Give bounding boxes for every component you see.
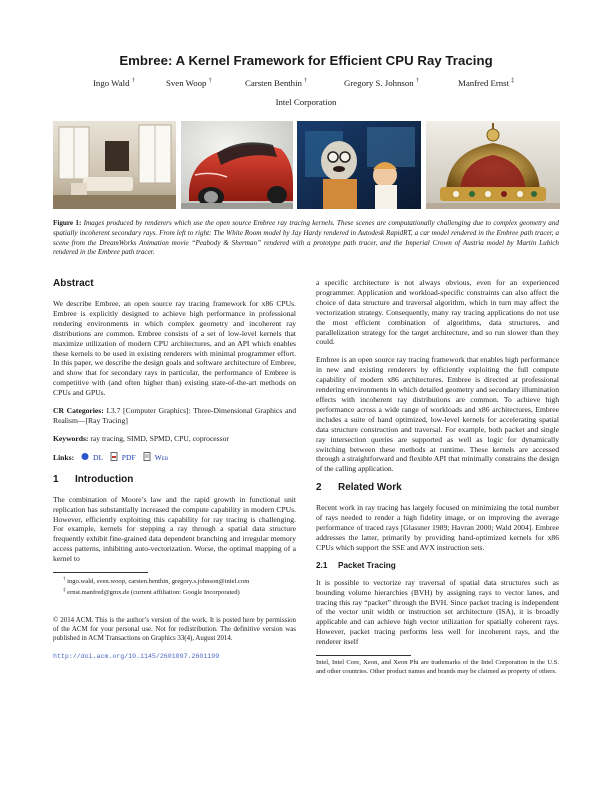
pdf-link[interactable]: PDF bbox=[121, 452, 136, 462]
packet-tracing-heading: 2.1 Packet Tracing bbox=[316, 560, 396, 570]
peabody-sherman-image bbox=[297, 121, 421, 209]
abstract-heading: Abstract bbox=[53, 278, 94, 289]
trademark-notice: Intel, Intel Core, Xeon, and Xeon Phi are trademarks of the Intel Corporation in the U.S. and other countries. Other product names and brands may be claimed as property of others. bbox=[316, 659, 559, 675]
embree-overview-text: Embree is an open source ray tracing framework that enables high performance in new and existing renderers by efficiently exploiting the full compute capability of modern x86 architectures. Embree is directed at professional rendering environments in which detailed geometry and secondary illumination effects with incoherent ray distributions are common. To achieve high performance across a wide range of workloads and x86 architectures, Embree includes a suite of hand optimized, low-level kernels for accelerating spatial data structure construction and traversal. For example, both packet and single ray intersection queries are supported as well as logic for dynamically switching between these methods at runtime. These kernels are accessed through a straightforward and flexible API that minimally constrains the design of the calling application. bbox=[316, 355, 559, 474]
web-link[interactable]: Web bbox=[154, 452, 169, 462]
author-list bbox=[0, 78, 612, 92]
footnote-intel: † ingo.wald, sven.woop, carsten.benthin, gregory.s.johnson@intel.com bbox=[63, 577, 250, 586]
footnote-rule bbox=[53, 572, 148, 573]
web-icon bbox=[143, 452, 151, 461]
introduction-heading: 1 Introduction bbox=[53, 473, 134, 485]
author-4: Gregory S. Johnson † bbox=[344, 78, 419, 88]
author-5: Manfred Ernst ‡ bbox=[458, 78, 515, 88]
author-3: Carsten Benthin † bbox=[245, 78, 308, 88]
left-column bbox=[53, 278, 296, 662]
copyright-notice: © 2014 ACM. This is the author’s version of the work. It is posted here by permission of the ACM for your personal use. Not for redistribution. The definitive version was published in ACM Transactions on Graphics 33(4), August 2014. bbox=[53, 616, 296, 642]
footnote-ernst: ‡ ernst.manfred@gmx.de (current affiliation: Google Incorporated) bbox=[63, 587, 240, 596]
figure-caption: Figure 1: Images produced by renderers which use the open source Embree ray tracing kernels. These scenes are computationally challenging due to complex geometry and spatially incoherent secondary rays. From left to right: The White Room model by Jay Hardy rendered in Autodesk RapidRT, a car model rendered in the Embree path tracer, a scene from the DreamWorks Animation movie “Peabody & Sherman” rendered with a prototype path tracer, and the Imperial Crown of Austria model by Martin Lubich rendered in the Embree path tracer. bbox=[53, 219, 559, 257]
dl-icon bbox=[81, 452, 89, 461]
intro-continued-text: a specific architecture is not always obvious, even for an experienced programmer. Application and workload-specific constraints can also affect the choice of data structure and traversal algorithm, which in turn may affect the vectorization strategy. Consequently, many ray tracing applications do not use the most efficient combination of algorithms, data structures, and parallelization strategy for the target architecture, and so run slower than they could. bbox=[316, 278, 559, 347]
red-car-image bbox=[181, 121, 293, 209]
related-work-heading: 2 Related Work bbox=[316, 482, 402, 494]
packet-tracing-text: It is possible to vectorize ray traversal of spatial data structures such as bounding volume hierarchies (BVH) by assigning rays to vector lanes, and tracing this ray “packet” through the BVH. Since packet tracing is independent of the vector unit width or instruction set architecture (ISA), it is broadly applicable and can achieve high vector utilization for spatially coherent rays. However, packet tracing performs less well for incoherent rays, and the renderer itself bbox=[316, 577, 559, 647]
abstract-text: We describe Embree, an open source ray tracing framework for x86 CPUs. Embree is explicitly designed to achieve high performance in professional rendering environments in which complex geometry and incoherent ray distributions are common. Embree consists of a set of low-level kernels that maximize utilization of modern CPU architectures, and an API which enables these kernels to be used in existing renderers with minimal programmer effort. In this paper, we describe the design goals and software architecture of Embree, and show that for secondary rays in particular, the performance of Embree is competitive with (and often higher than) existing state-of-the-art methods on CPUs and GPUs. bbox=[53, 299, 296, 398]
author-2: Sven Woop † bbox=[166, 78, 212, 88]
keywords: Keywords: ray tracing, SIMD, SPMD, CPU, coprocessor bbox=[53, 433, 229, 443]
white-room-image bbox=[53, 121, 176, 209]
trademark-rule bbox=[316, 655, 411, 656]
imperial-crown-image bbox=[426, 121, 560, 209]
cr-categories: CR Categories: I.3.7 [Computer Graphics]: Three-Dimensional Graphics and Realism—[Ray Tracing] bbox=[53, 406, 296, 425]
pdf-icon bbox=[110, 452, 118, 461]
right-column bbox=[316, 278, 559, 677]
links-row: Links: DL PDF Web bbox=[53, 452, 169, 462]
paper-title: Embree: A Kernel Framework for Efficient CPU Ray Tracing bbox=[119, 53, 493, 68]
doi-link[interactable]: http://doi.acm.org/10.1145/2601097.2601199 bbox=[53, 652, 220, 660]
related-work-text: Recent work in ray tracing has largely focused on minimizing the total number of rays needed to render a high fidelity image, or on improving the average performance of traced rays [Glassner 1989; Havran 2000; Wald 2004]. Embree addresses the latter, primarily by providing hand-optimized kernels for x86 CPUs which support the SSE and AVX instruction sets. bbox=[316, 503, 559, 552]
introduction-text: The combination of Moore’s law and the rapid growth in functional unit replication has substantially increased the compute capability in modern CPUs. However, efficiently exploiting this capability for ray tracing is challenging. For example, kernels for stepping a ray through a spatial data structure frequently exhibit fine-grained data dependent branching and irregular memory access patterns, inhibiting auto-vectorization. Worse, the optimal mapping of a kernel to bbox=[53, 494, 296, 564]
dl-link[interactable]: DL bbox=[93, 452, 103, 462]
teaser-figure bbox=[53, 121, 560, 209]
affiliation: Intel Corporation bbox=[275, 97, 337, 107]
author-1: Ingo Wald † bbox=[93, 78, 135, 88]
